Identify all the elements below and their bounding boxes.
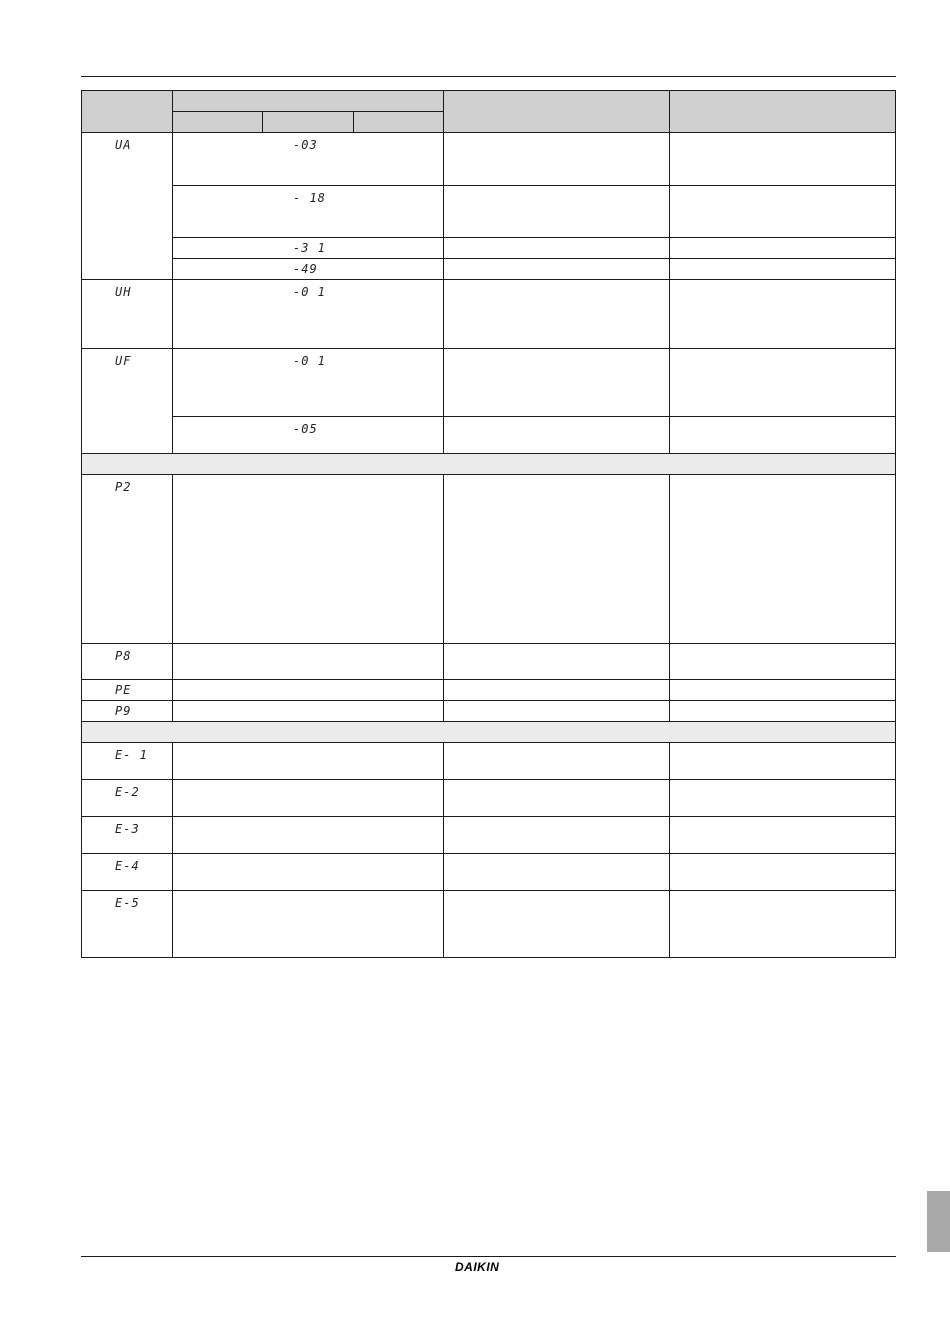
error-code: UA — [115, 138, 132, 152]
table-row-solution-cell — [670, 743, 896, 780]
table-row-cause-cell — [444, 743, 670, 780]
table-row-detail-cell — [173, 417, 444, 454]
table-row-detail-cell — [173, 817, 444, 854]
chapter-tab — [927, 1191, 950, 1252]
table-row-solution-cell — [670, 817, 896, 854]
table-row-cause-cell — [444, 259, 670, 280]
table-row-cause-cell — [444, 854, 670, 891]
header-sub3-cell — [354, 112, 444, 133]
table-row-code-cell — [81, 644, 173, 680]
table-row-detail-cell — [173, 680, 444, 701]
error-code: PE — [115, 683, 132, 697]
table-row-solution-cell — [670, 280, 896, 349]
table-row-code-cell — [81, 854, 173, 891]
table-row-cause-cell — [444, 680, 670, 701]
table-row-code-cell — [81, 891, 173, 958]
table-row-detail-cell — [173, 891, 444, 958]
footer-rule — [81, 1256, 896, 1257]
table-row-cause-cell — [444, 475, 670, 644]
sub-code: -49 — [293, 262, 318, 276]
header-col3-cell — [444, 90, 670, 133]
table-row-solution-cell — [670, 259, 896, 280]
table-row-solution-cell — [670, 475, 896, 644]
table-row-detail-cell — [173, 743, 444, 780]
table-row-solution-cell — [670, 186, 896, 238]
table-row-cause-cell — [444, 817, 670, 854]
error-code: UH — [115, 285, 132, 299]
table-row-detail-cell — [173, 186, 444, 238]
table-row-code-cell — [81, 701, 173, 722]
error-code: P2 — [115, 480, 132, 494]
header-sub2-cell — [263, 112, 354, 133]
table-row-solution-cell — [670, 891, 896, 958]
table-row-cause-cell — [444, 891, 670, 958]
sub-code: -3 1 — [293, 241, 326, 255]
table-row-detail-cell — [173, 644, 444, 680]
table-row-cause-cell — [444, 280, 670, 349]
table-row-code-cell — [81, 349, 173, 454]
table-row-cause-cell — [444, 780, 670, 817]
sub-code: -05 — [293, 422, 318, 436]
table-row-code-cell — [81, 817, 173, 854]
header-rule — [81, 76, 896, 77]
table-row-code-cell — [81, 475, 173, 644]
table-row-detail-cell — [173, 854, 444, 891]
table-row-cause-cell — [444, 701, 670, 722]
daikin-logo: DAIKIN — [455, 1260, 500, 1274]
header-code-cell — [81, 90, 173, 133]
error-code: UF — [115, 354, 132, 368]
table-row-detail-cell — [173, 701, 444, 722]
table-row-cause-cell — [444, 238, 670, 259]
table-row-detail-cell — [173, 349, 444, 417]
error-code-table — [81, 90, 896, 958]
table-row-cause-cell — [444, 644, 670, 680]
table-row-detail-cell — [173, 238, 444, 259]
table-row-solution-cell — [670, 417, 896, 454]
error-code: E- 1 — [115, 748, 148, 762]
table-row-code-cell — [81, 680, 173, 701]
error-code: P8 — [115, 649, 132, 663]
section-separator-row — [81, 454, 896, 475]
error-code: E-2 — [115, 785, 140, 799]
error-code: P9 — [115, 704, 132, 718]
table-row-code-cell — [81, 780, 173, 817]
table-row-solution-cell — [670, 780, 896, 817]
table-row-solution-cell — [670, 133, 896, 186]
table-row-solution-cell — [670, 701, 896, 722]
table-row-cause-cell — [444, 133, 670, 186]
header-detail-group-cell — [173, 90, 444, 112]
table-row-cause-cell — [444, 417, 670, 454]
header-sub1-cell — [173, 112, 263, 133]
table-row-detail-cell — [173, 133, 444, 186]
table-row-code-cell — [81, 280, 173, 349]
table-row-cause-cell — [444, 349, 670, 417]
sub-code: - 18 — [293, 191, 326, 205]
error-code: E-4 — [115, 859, 140, 873]
table-row-solution-cell — [670, 680, 896, 701]
table-row-cause-cell — [444, 186, 670, 238]
table-row-detail-cell — [173, 475, 444, 644]
table-row-solution-cell — [670, 644, 896, 680]
sub-code: -03 — [293, 138, 318, 152]
section-separator-row — [81, 722, 896, 743]
header-col4-cell — [670, 90, 896, 133]
table-row-detail-cell — [173, 259, 444, 280]
table-row-solution-cell — [670, 349, 896, 417]
table-row-solution-cell — [670, 238, 896, 259]
table-row-code-cell — [81, 133, 173, 280]
table-row-detail-cell — [173, 780, 444, 817]
sub-code: -0 1 — [293, 285, 326, 299]
error-code: E-5 — [115, 896, 140, 910]
table-row-code-cell — [81, 743, 173, 780]
sub-code: -0 1 — [293, 354, 326, 368]
table-row-detail-cell — [173, 280, 444, 349]
error-code: E-3 — [115, 822, 140, 836]
table-row-solution-cell — [670, 854, 896, 891]
